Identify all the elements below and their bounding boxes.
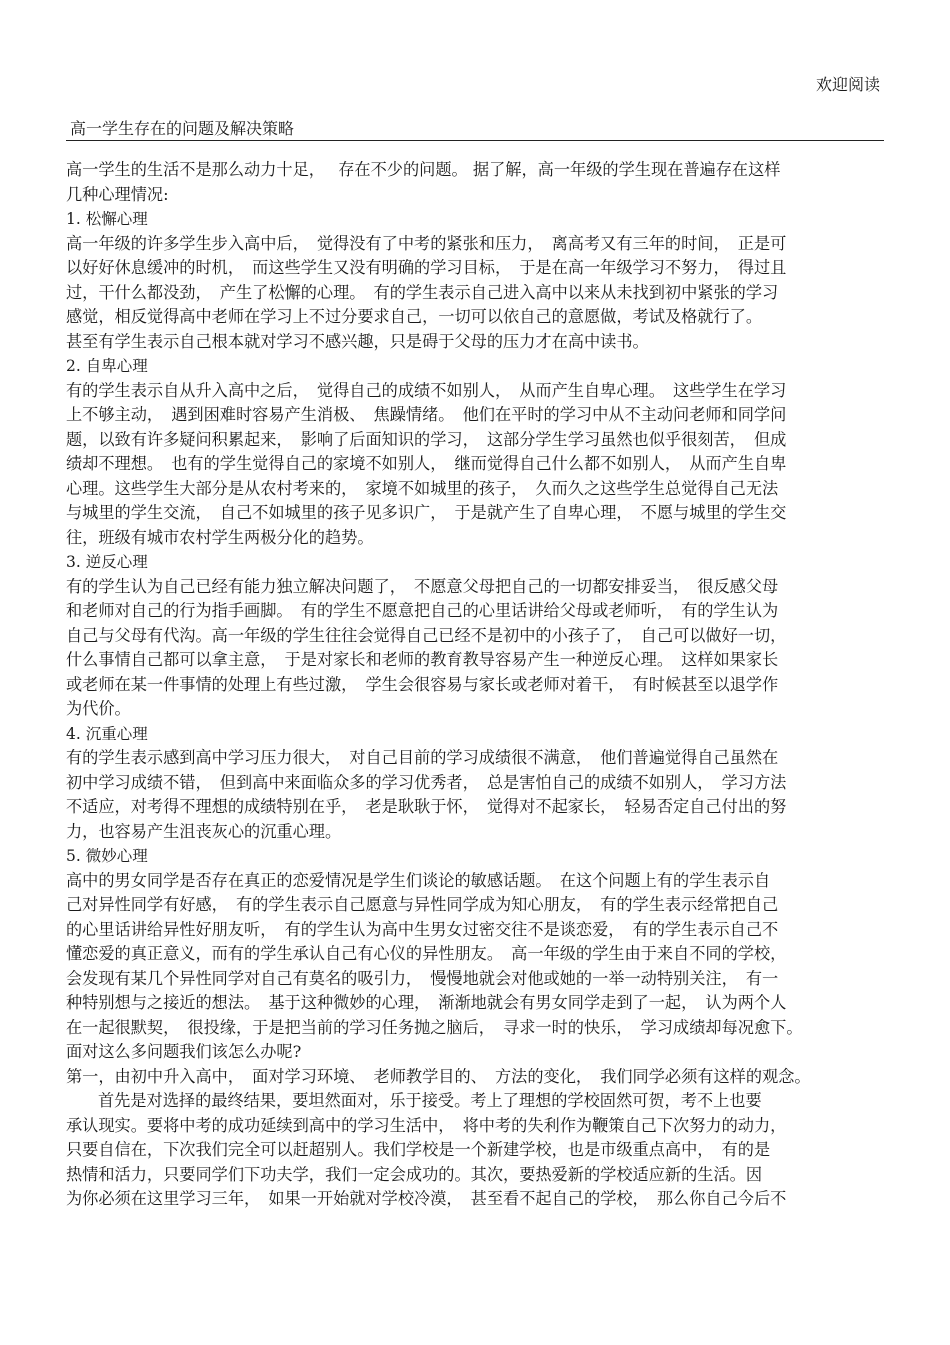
section-heading: 1. 松懈心理 — [66, 210, 148, 228]
paragraph-line: 首先是对选择的最终结果，要坦然面对，乐于接受。考上了理想的学校固然可贺，考不上也要 — [98, 1091, 762, 1110]
paragraph-line: 在一起很默契， 很投缘，于是把当前的学习任务抛之脑后， 寻求一时的快乐， 学习成绩却每况愈下。 — [66, 1017, 803, 1037]
paragraph-line: 面对这么多问题我们该怎么办呢? — [66, 1042, 302, 1061]
paragraph-line: 感觉，相反觉得高中老师在学习上不过分要求自己，一切可以依自己的意愿做，考试及格就行了。 — [66, 307, 763, 326]
paragraph-line: 几种心理情况: — [66, 184, 169, 204]
paragraph-line: 力，也容易产生沮丧灰心的沉重心理。 — [66, 821, 342, 841]
document-body — [66, 158, 886, 1212]
paragraph-line: 不适应，对考得不理想的成绩特别在乎， 老是耿耿于怀， 觉得对不起家长， 轻易否定自己付出的努 — [66, 797, 787, 816]
paragraph-line: 和老师对自己的行为指手画脚。 有的学生不愿意把自己的心里话讲给父母或老师听， 有的学生认为 — [66, 601, 779, 620]
paragraph-line: 过，干什么都没劲， 产生了松懈的心理。 有的学生表示自己进入高中以来从未找到初中紧张的学习 — [66, 282, 779, 302]
paragraph-line: 往，班级有城市农村学生两极分化的趋势。 — [66, 527, 374, 547]
paragraph-line: 为你必须在这里学习三年， 如果一开始就对学校冷漠， 甚至看不起自己的学校， 那么你自己今后不 — [66, 1189, 787, 1208]
paragraph-line: 有的学生认为自己已经有能力独立解决问题了， 不愿意父母把自己的一切都安排妥当， 很反感父母 — [66, 576, 779, 596]
paragraph-line: 己对异性同学有好感， 有的学生表示自己愿意与异性同学成为知心朋友， 有的学生表示经常把自己 — [66, 895, 779, 914]
paragraph-line: 或老师在某一件事情的处理上有些过激， 学生会很容易与家长或老师对着干， 有时候甚至以退学作 — [66, 674, 779, 694]
paragraph-line: 高一学生的生活不是那么动力十足， 存在不少的问题。 据了解，高一年级的学生现在普遍存在这样 — [66, 160, 781, 179]
paragraph-line: 绩却不理想。 也有的学生觉得自己的家境不如别人， 继而觉得自己什么都不如别人， 从而产生自卑 — [66, 454, 787, 473]
section-heading: 2. 自卑心理 — [66, 357, 148, 375]
paragraph-line: 第一，由初中升入高中， 面对学习环境、 老师教学目的、 方法的变化， 我们同学必须有这样的观念。 — [66, 1066, 811, 1086]
paragraph-line: 初中学习成绩不错， 但到高中来面临众多的学习优秀者， 总是害怕自己的成绩不如别人， 学习方法 — [66, 772, 787, 792]
paragraph-line: 懂恋爱的真正意义，而有的学生承认自己有心仪的异性朋友。 高一年级的学生由于来自不同的学校， — [66, 944, 787, 963]
paragraph-line: 的心里话讲给异性好朋友听， 有的学生认为高中生男女过密交往不是谈恋爱， 有的学生表示自己不 — [66, 919, 779, 939]
section-heading: 5. 微妙心理 — [66, 847, 148, 865]
paragraph-line: 高中的男女同学是否存在真正的恋爱情况是学生们谈论的敏感话题。 在这个问题上有的学生表示自 — [66, 870, 771, 890]
paragraph-line: 与城里的学生交流， 自己不如城里的孩子见多识广， 于是就产生了自卑心理， 不愿与城里的学生交 — [66, 503, 787, 522]
paragraph-line: 什么事情自己都可以拿主意， 于是对家长和老师的教育教导容易产生一种逆反心理。 这样如果家长 — [66, 650, 779, 669]
paragraph-line: 有的学生表示感到高中学习压力很大， 对自己目前的学习成绩很不满意， 他们普遍觉得自己虽然在 — [66, 748, 779, 767]
paragraph-line: 为代价。 — [66, 699, 131, 718]
header-divider — [66, 140, 884, 141]
paragraph-line: 题，以致有许多疑问积累起来， 影响了后面知识的学习， 这部分学生学习虽然也似乎很刻苦， 但成 — [66, 429, 787, 449]
paragraph-line: 以好好休息缓冲的时机， 而这些学生又没有明确的学习目标， 于是在高一年级学习不努力， 得过且 — [66, 258, 787, 277]
paragraph-line: 只要自信在，下次我们完全可以赶超别人。我们学校是一个新建学校，也是市级重点高中， 有的是 — [66, 1140, 771, 1159]
paragraph-line: 自己与父母有代沟。高一年级的学生往往会觉得自己已经不是初中的小孩子了， 自己可以做好一切， — [66, 625, 787, 645]
paragraph-line: 种特别想与之接近的想法。 基于这种微妙的心理， 渐渐地就会有男女同学走到了一起， 认为两个人 — [66, 993, 787, 1012]
paragraph-line: 心理。这些学生大部分是从农村考来的， 家境不如城里的孩子， 久而久之这些学生总觉得自己无法 — [66, 478, 779, 498]
document-title: 高一学生存在的问题及解决策略 — [70, 119, 295, 138]
paragraph-line: 甚至有学生表示自己根本就对学习不感兴趣，只是碍于父母的压力才在高中读书。 — [66, 331, 649, 351]
section-heading: 4. 沉重心理 — [66, 724, 148, 743]
paragraph-line: 会发现有某几个异性同学对自己有莫名的吸引力， 慢慢地就会对他或她的一举一动特别关注， 有一 — [66, 968, 779, 988]
paragraph-line: 高一年级的许多学生步入高中后， 觉得没有了中考的紧张和压力， 离高考又有三年的时间， 正是可 — [66, 233, 787, 253]
paragraph-line: 有的学生表示自从升入高中之后， 觉得自己的成绩不如别人， 从而产生自卑心理。 这些学生在学习 — [66, 380, 787, 400]
paragraph-line: 热情和活力，只要同学们下功夫学，我们一定会成功的。其次，要热爱新的学校适应新的生活。因 — [66, 1164, 763, 1184]
section-heading: 3. 逆反心理 — [66, 553, 148, 571]
welcome-text: 欢迎阅读 — [815, 75, 880, 94]
paragraph-line: 承认现实。要将中考的成功延续到高中的学习生活中， 将中考的失利作为鞭策自己下次努力的动力， — [66, 1115, 787, 1135]
paragraph-line: 上不够主动， 遇到困难时容易产生消极、 焦躁情绪。 他们在平时的学习中从不主动问老师和同学问 — [66, 405, 787, 424]
